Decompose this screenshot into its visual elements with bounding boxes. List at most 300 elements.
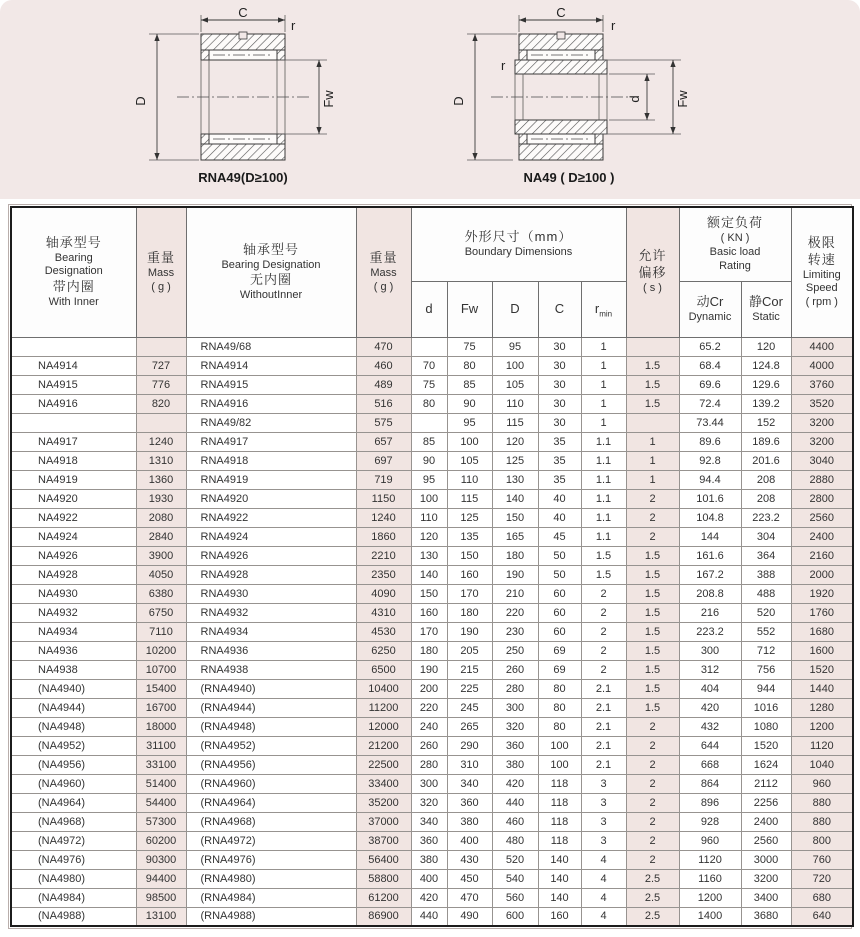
cell-cor-static: 152	[741, 413, 791, 432]
cell-mass-without: 1150	[356, 489, 411, 508]
cell-with-inner: NA4934	[11, 622, 136, 641]
cell-mass-without: 86900	[356, 907, 411, 926]
cell-cr-dynamic: 928	[679, 812, 741, 831]
cell-limiting-speed: 3520	[791, 394, 853, 413]
cell-D: 280	[492, 679, 538, 698]
cell-cor-static: 1016	[741, 698, 791, 717]
cell-with-inner: NA4938	[11, 660, 136, 679]
cell-mass-with	[136, 413, 186, 432]
cell-limiting-speed: 1440	[791, 679, 853, 698]
cell-mass-with: 7110	[136, 622, 186, 641]
cell-D: 115	[492, 413, 538, 432]
cell-cor-static: 120	[741, 337, 791, 356]
cell-mass-with: 33100	[136, 755, 186, 774]
cell-mass-with: 94400	[136, 869, 186, 888]
cell-cr-dynamic: 208.8	[679, 584, 741, 603]
table-row	[11, 622, 853, 641]
cell-d: 190	[411, 660, 447, 679]
cell-with-inner: NA4915	[11, 375, 136, 394]
cell-fw: 290	[447, 736, 492, 755]
cell-offset-s: 2.5	[626, 888, 679, 907]
cell-offset-s: 1.5	[626, 698, 679, 717]
cell-fw: 490	[447, 907, 492, 926]
cell-C: 45	[538, 527, 581, 546]
cell-C: 140	[538, 850, 581, 869]
cell-cor-static: 201.6	[741, 451, 791, 470]
header-limiting-speed: 极限 转速 Limiting Speed ( rpm )	[791, 207, 853, 337]
cell-rmin: 2.1	[581, 679, 626, 698]
cell-mass-without: 1240	[356, 508, 411, 527]
cell-C: 100	[538, 736, 581, 755]
cell-with-inner: NA4924	[11, 527, 136, 546]
cell-mass-with: 820	[136, 394, 186, 413]
cell-cr-dynamic: 72.4	[679, 394, 741, 413]
cell-without-inner: (RNA4956)	[186, 755, 356, 774]
cell-without-inner: (RNA4976)	[186, 850, 356, 869]
header-dim-d: d	[411, 281, 447, 337]
cell-d: 340	[411, 812, 447, 831]
cell-D: 360	[492, 736, 538, 755]
cell-limiting-speed: 960	[791, 774, 853, 793]
cell-with-inner: (NA4960)	[11, 774, 136, 793]
cell-fw: 105	[447, 451, 492, 470]
cell-d: 240	[411, 717, 447, 736]
cell-rmin: 4	[581, 850, 626, 869]
cell-C: 40	[538, 508, 581, 527]
cell-fw: 400	[447, 831, 492, 850]
cell-offset-s	[626, 337, 679, 356]
cell-C: 50	[538, 546, 581, 565]
table-row	[11, 888, 853, 907]
cell-without-inner: RNA49/68	[186, 337, 356, 356]
cell-offset-s: 1	[626, 432, 679, 451]
cell-fw: 90	[447, 394, 492, 413]
table-row	[11, 907, 853, 926]
cell-d: 130	[411, 546, 447, 565]
cell-d: 90	[411, 451, 447, 470]
cell-offset-s: 1.5	[626, 356, 679, 375]
cell-mass-without: 1860	[356, 527, 411, 546]
cell-fw: 115	[447, 489, 492, 508]
cell-mass-without: 2210	[356, 546, 411, 565]
cell-d: 160	[411, 603, 447, 622]
table-row	[11, 660, 853, 679]
cell-rmin: 2.1	[581, 755, 626, 774]
cell-fw: 225	[447, 679, 492, 698]
cell-C: 140	[538, 888, 581, 907]
cell-mass-with: 4050	[136, 565, 186, 584]
cell-with-inner: (NA4976)	[11, 850, 136, 869]
table-row	[11, 508, 853, 527]
diagram-caption-rna49: RNA49(D≥100)	[198, 170, 288, 185]
cell-mass-without: 6500	[356, 660, 411, 679]
cell-cor-static: 3000	[741, 850, 791, 869]
cell-mass-without: 697	[356, 451, 411, 470]
cell-D: 105	[492, 375, 538, 394]
dim-label-r-inner: r	[501, 58, 506, 73]
cell-d: 320	[411, 793, 447, 812]
cell-offset-s: 1.5	[626, 375, 679, 394]
cell-mass-without: 4310	[356, 603, 411, 622]
cell-mass-without: 575	[356, 413, 411, 432]
cell-rmin: 3	[581, 774, 626, 793]
table-row	[11, 755, 853, 774]
dim-label-fw: Fw	[675, 90, 690, 108]
header-without-inner: 轴承型号 Bearing Designation 无内圈 WithoutInner	[186, 207, 356, 337]
cell-rmin: 1.5	[581, 546, 626, 565]
cell-without-inner: RNA49/82	[186, 413, 356, 432]
cell-D: 130	[492, 470, 538, 489]
dim-label-r: r	[291, 18, 296, 33]
cell-mass-with: 727	[136, 356, 186, 375]
cell-mass-without: 6250	[356, 641, 411, 660]
cell-D: 600	[492, 907, 538, 926]
cell-offset-s: 1.5	[626, 679, 679, 698]
cell-without-inner: (RNA4964)	[186, 793, 356, 812]
cell-C: 60	[538, 584, 581, 603]
cell-cor-static: 1080	[741, 717, 791, 736]
cell-with-inner: NA4922	[11, 508, 136, 527]
cell-with-inner: NA4918	[11, 451, 136, 470]
table-row	[11, 394, 853, 413]
header-boundary-dimensions: 外形尺寸（mm） Boundary Dimensions	[411, 207, 626, 281]
cell-cr-dynamic: 1160	[679, 869, 741, 888]
cell-offset-s: 1.5	[626, 584, 679, 603]
cell-mass-without: 489	[356, 375, 411, 394]
cell-with-inner: NA4917	[11, 432, 136, 451]
cell-limiting-speed: 2880	[791, 470, 853, 489]
cell-d: 70	[411, 356, 447, 375]
cell-rmin: 1.5	[581, 565, 626, 584]
cell-without-inner: RNA4926	[186, 546, 356, 565]
cell-cr-dynamic: 69.6	[679, 375, 741, 394]
cell-mass-with: 90300	[136, 850, 186, 869]
cell-without-inner: RNA4917	[186, 432, 356, 451]
cell-C: 118	[538, 793, 581, 812]
cell-D: 210	[492, 584, 538, 603]
cell-rmin: 1.1	[581, 527, 626, 546]
cell-D: 560	[492, 888, 538, 907]
cell-d: 300	[411, 774, 447, 793]
cell-mass-without: 38700	[356, 831, 411, 850]
cell-fw: 310	[447, 755, 492, 774]
cell-cr-dynamic: 94.4	[679, 470, 741, 489]
cell-without-inner: RNA4930	[186, 584, 356, 603]
dim-label-c: C	[556, 6, 566, 20]
cell-limiting-speed: 880	[791, 812, 853, 831]
table-row	[11, 698, 853, 717]
cell-rmin: 1.1	[581, 508, 626, 527]
cell-D: 520	[492, 850, 538, 869]
table-row	[11, 679, 853, 698]
cell-D: 190	[492, 565, 538, 584]
cell-D: 180	[492, 546, 538, 565]
cell-offset-s: 2	[626, 774, 679, 793]
cell-mass-with	[136, 337, 186, 356]
cell-mass-with: 18000	[136, 717, 186, 736]
cell-C: 69	[538, 641, 581, 660]
cell-limiting-speed: 4000	[791, 356, 853, 375]
cell-with-inner: NA4928	[11, 565, 136, 584]
table-row	[11, 432, 853, 451]
cell-fw: 85	[447, 375, 492, 394]
cell-limiting-speed: 760	[791, 850, 853, 869]
table-row	[11, 337, 853, 356]
cell-d: 140	[411, 565, 447, 584]
cell-cr-dynamic: 420	[679, 698, 741, 717]
cell-cor-static: 129.6	[741, 375, 791, 394]
cell-mass-without: 33400	[356, 774, 411, 793]
cell-cor-static: 552	[741, 622, 791, 641]
cell-d: 360	[411, 831, 447, 850]
cell-D: 220	[492, 603, 538, 622]
cell-cr-dynamic: 68.4	[679, 356, 741, 375]
cell-fw: 95	[447, 413, 492, 432]
cell-C: 30	[538, 375, 581, 394]
cell-d	[411, 337, 447, 356]
cell-with-inner: (NA4944)	[11, 698, 136, 717]
header-dim-C: C	[538, 281, 581, 337]
cell-mass-without: 12000	[356, 717, 411, 736]
cell-C: 30	[538, 356, 581, 375]
cell-d: 110	[411, 508, 447, 527]
cell-without-inner: RNA4919	[186, 470, 356, 489]
cell-cr-dynamic: 216	[679, 603, 741, 622]
cell-without-inner: RNA4914	[186, 356, 356, 375]
cell-cr-dynamic: 144	[679, 527, 741, 546]
cell-cor-static: 364	[741, 546, 791, 565]
cell-with-inner: (NA4972)	[11, 831, 136, 850]
cell-rmin: 4	[581, 907, 626, 926]
cell-without-inner: RNA4932	[186, 603, 356, 622]
cell-with-inner: NA4926	[11, 546, 136, 565]
cell-without-inner: RNA4916	[186, 394, 356, 413]
cell-offset-s: 1	[626, 470, 679, 489]
cell-limiting-speed: 1280	[791, 698, 853, 717]
cell-fw: 215	[447, 660, 492, 679]
cell-cr-dynamic: 89.6	[679, 432, 741, 451]
cell-cor-static: 2112	[741, 774, 791, 793]
cell-rmin: 1	[581, 394, 626, 413]
cell-cr-dynamic: 668	[679, 755, 741, 774]
cell-D: 100	[492, 356, 538, 375]
cell-fw: 245	[447, 698, 492, 717]
cell-d: 100	[411, 489, 447, 508]
cell-rmin: 2.1	[581, 717, 626, 736]
cell-limiting-speed: 2400	[791, 527, 853, 546]
cell-cor-static: 712	[741, 641, 791, 660]
table-row	[11, 413, 853, 432]
cell-without-inner: (RNA4940)	[186, 679, 356, 698]
cell-mass-without: 58800	[356, 869, 411, 888]
cell-limiting-speed: 3040	[791, 451, 853, 470]
cell-cor-static: 388	[741, 565, 791, 584]
cell-C: 80	[538, 679, 581, 698]
cell-rmin: 3	[581, 793, 626, 812]
cell-cr-dynamic: 864	[679, 774, 741, 793]
cell-mass-without: 21200	[356, 736, 411, 755]
cell-C: 35	[538, 451, 581, 470]
cell-C: 160	[538, 907, 581, 926]
cell-with-inner: NA4919	[11, 470, 136, 489]
cell-fw: 170	[447, 584, 492, 603]
cell-offset-s: 1.5	[626, 565, 679, 584]
cell-d: 260	[411, 736, 447, 755]
cell-C: 69	[538, 660, 581, 679]
cell-mass-with: 6380	[136, 584, 186, 603]
cell-cor-static: 223.2	[741, 508, 791, 527]
cell-C: 30	[538, 394, 581, 413]
cell-fw: 180	[447, 603, 492, 622]
cell-cor-static: 124.8	[741, 356, 791, 375]
cell-without-inner: (RNA4952)	[186, 736, 356, 755]
cell-rmin: 1.1	[581, 432, 626, 451]
cell-C: 80	[538, 698, 581, 717]
cell-offset-s: 1.5	[626, 546, 679, 565]
cell-cor-static: 1624	[741, 755, 791, 774]
cell-mass-without: 22500	[356, 755, 411, 774]
cell-C: 40	[538, 489, 581, 508]
cell-D: 460	[492, 812, 538, 831]
cell-rmin: 2	[581, 660, 626, 679]
cell-rmin: 3	[581, 812, 626, 831]
cell-cr-dynamic: 73.44	[679, 413, 741, 432]
cell-C: 35	[538, 470, 581, 489]
cell-mass-with: 31100	[136, 736, 186, 755]
cell-with-inner: (NA4940)	[11, 679, 136, 698]
cell-cr-dynamic: 104.8	[679, 508, 741, 527]
cell-fw: 205	[447, 641, 492, 660]
cell-cor-static: 2400	[741, 812, 791, 831]
cell-with-inner: (NA4964)	[11, 793, 136, 812]
cell-without-inner: RNA4922	[186, 508, 356, 527]
cell-without-inner: RNA4934	[186, 622, 356, 641]
cell-offset-s: 1	[626, 451, 679, 470]
cell-fw: 470	[447, 888, 492, 907]
cell-cr-dynamic: 896	[679, 793, 741, 812]
cell-without-inner: (RNA4988)	[186, 907, 356, 926]
cell-cor-static: 208	[741, 470, 791, 489]
table-row	[11, 375, 853, 394]
dim-label-d: d	[627, 95, 642, 103]
cell-C: 35	[538, 432, 581, 451]
cell-cr-dynamic: 101.6	[679, 489, 741, 508]
header-with-inner: 轴承型号 Bearing Designation 带内圈 With Inner	[11, 207, 136, 337]
cell-offset-s: 2.5	[626, 907, 679, 926]
cell-offset-s: 1.5	[626, 622, 679, 641]
cell-d: 180	[411, 641, 447, 660]
cell-cr-dynamic: 312	[679, 660, 741, 679]
cell-D: 95	[492, 337, 538, 356]
cell-rmin: 2	[581, 584, 626, 603]
cell-rmin: 2	[581, 622, 626, 641]
cell-C: 50	[538, 565, 581, 584]
cell-mass-with: 2080	[136, 508, 186, 527]
cell-mass-without: 4530	[356, 622, 411, 641]
cell-rmin: 4	[581, 888, 626, 907]
cell-without-inner: RNA4936	[186, 641, 356, 660]
cell-C: 118	[538, 831, 581, 850]
cell-D: 540	[492, 869, 538, 888]
cell-offset-s: 1.5	[626, 660, 679, 679]
cell-mass-without: 657	[356, 432, 411, 451]
header-dim-D: D	[492, 281, 538, 337]
cell-rmin: 4	[581, 869, 626, 888]
cell-fw: 125	[447, 508, 492, 527]
cell-C: 60	[538, 622, 581, 641]
cell-fw: 160	[447, 565, 492, 584]
cell-limiting-speed: 1920	[791, 584, 853, 603]
cell-cr-dynamic: 300	[679, 641, 741, 660]
cell-cr-dynamic: 223.2	[679, 622, 741, 641]
cell-mass-without: 10400	[356, 679, 411, 698]
cell-without-inner: (RNA4968)	[186, 812, 356, 831]
header-mass-with: 重量 Mass ( g )	[136, 207, 186, 337]
table-row	[11, 451, 853, 470]
cell-limiting-speed: 4400	[791, 337, 853, 356]
cell-D: 140	[492, 489, 538, 508]
table-row	[11, 641, 853, 660]
table-row	[11, 793, 853, 812]
cell-mass-with: 6750	[136, 603, 186, 622]
cell-cr-dynamic: 92.8	[679, 451, 741, 470]
cell-D: 150	[492, 508, 538, 527]
cell-cor-static: 2256	[741, 793, 791, 812]
cell-fw: 450	[447, 869, 492, 888]
bearing-diagram-na49	[439, 6, 739, 194]
cell-fw: 110	[447, 470, 492, 489]
cell-rmin: 2.1	[581, 736, 626, 755]
table-row	[11, 356, 853, 375]
cell-mass-with: 2840	[136, 527, 186, 546]
cell-fw: 265	[447, 717, 492, 736]
header-cr-dynamic: 动Cr Dynamic	[679, 281, 741, 337]
cell-limiting-speed: 720	[791, 869, 853, 888]
cell-cor-static: 756	[741, 660, 791, 679]
cell-limiting-speed: 680	[791, 888, 853, 907]
cell-cor-static: 520	[741, 603, 791, 622]
header-mass-without: 重量 Mass ( g )	[356, 207, 411, 337]
cell-cr-dynamic: 161.6	[679, 546, 741, 565]
cell-limiting-speed: 3200	[791, 413, 853, 432]
cell-mass-with: 51400	[136, 774, 186, 793]
cell-offset-s	[626, 413, 679, 432]
cell-mass-with: 776	[136, 375, 186, 394]
cell-limiting-speed: 1760	[791, 603, 853, 622]
cell-d: 120	[411, 527, 447, 546]
cell-mass-with: 1240	[136, 432, 186, 451]
cell-fw: 80	[447, 356, 492, 375]
cell-cr-dynamic: 644	[679, 736, 741, 755]
cell-cor-static: 944	[741, 679, 791, 698]
cell-d: 95	[411, 470, 447, 489]
cell-cor-static: 488	[741, 584, 791, 603]
cell-limiting-speed: 2160	[791, 546, 853, 565]
cell-C: 118	[538, 812, 581, 831]
cell-mass-with: 13100	[136, 907, 186, 926]
cell-with-inner: (NA4984)	[11, 888, 136, 907]
cell-mass-without: 61200	[356, 888, 411, 907]
cell-fw: 190	[447, 622, 492, 641]
cell-d: 420	[411, 888, 447, 907]
cell-mass-with: 1360	[136, 470, 186, 489]
cell-mass-without: 35200	[356, 793, 411, 812]
cell-d: 280	[411, 755, 447, 774]
cell-mass-with: 10700	[136, 660, 186, 679]
table-row	[11, 565, 853, 584]
cell-mass-without: 516	[356, 394, 411, 413]
spec-table	[10, 206, 854, 927]
